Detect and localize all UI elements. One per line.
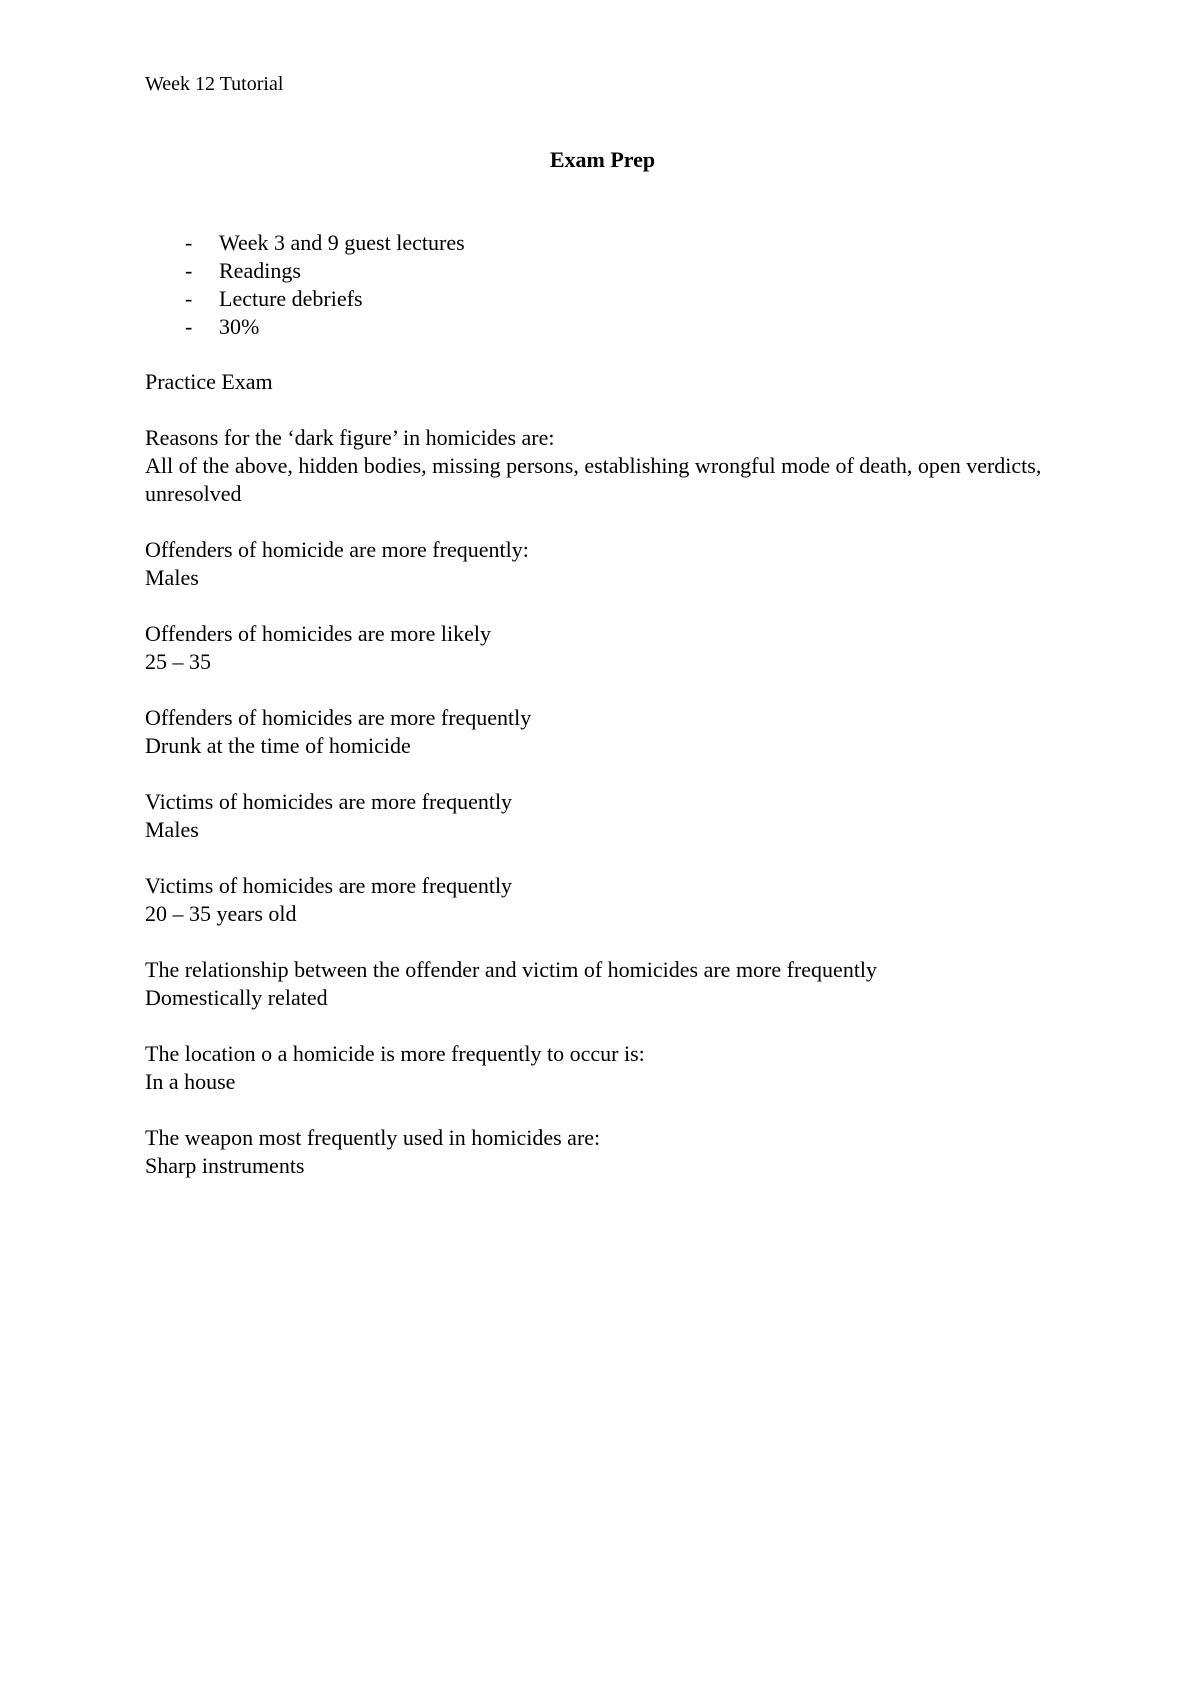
question-block: [145, 620, 1065, 676]
question-block: [145, 956, 1065, 1012]
answer-text: In a house: [145, 1069, 236, 1094]
question-block: [145, 1040, 1065, 1096]
list-item: [185, 285, 465, 313]
question-block: [145, 1124, 1065, 1180]
question-text: Offenders of homicides are more likely: [145, 621, 491, 646]
question-block: [145, 872, 1065, 928]
practice-exam-heading: Practice Exam: [145, 369, 273, 394]
answer-text: Males: [145, 817, 199, 842]
dash-bullet-icon: -: [185, 314, 193, 339]
question-text: The location o a homicide is more frequently to occur is:: [145, 1041, 645, 1066]
question-text: The relationship between the offender and victim of homicides are more frequently: [145, 957, 878, 982]
dash-bullet-icon: -: [185, 286, 193, 311]
topic-list: [185, 229, 465, 341]
question-text: Victims of homicides are more frequently: [145, 873, 513, 898]
list-item: [185, 229, 465, 257]
dash-bullet-icon: -: [185, 230, 193, 255]
question-block: [145, 424, 1065, 508]
answer-text: 25 – 35: [145, 649, 211, 674]
answer-text: 20 – 35 years old: [145, 901, 297, 926]
question-block: [145, 788, 1065, 844]
list-item-text: 30%: [219, 314, 260, 339]
list-item: [185, 313, 465, 341]
page-header: Week 12 Tutorial: [145, 73, 284, 95]
list-item: [185, 257, 465, 285]
exam-content: [145, 368, 1065, 1208]
list-item-text: Readings: [219, 258, 301, 283]
answer-text: Domestically related: [145, 985, 328, 1010]
answer-text: Males: [145, 565, 199, 590]
answer-text: Drunk at the time of homicide: [145, 733, 411, 758]
question-block: [145, 536, 1065, 592]
question-text: The weapon most frequently used in homicides are:: [145, 1125, 601, 1150]
question-text: Reasons for the ‘dark figure’ in homicides are:: [145, 425, 555, 450]
list-item-text: Week 3 and 9 guest lectures: [219, 230, 465, 255]
answer-text: Sharp instruments: [145, 1153, 305, 1178]
answer-text: All of the above, hidden bodies, missing persons, establishing wrongful mode of death, open verdicts, unresolved: [145, 453, 1042, 506]
question-block: [145, 704, 1065, 760]
question-text: Victims of homicides are more frequently: [145, 789, 513, 814]
document-title-row: [0, 145, 1200, 175]
list-item-text: Lecture debriefs: [219, 286, 363, 311]
document-title: Exam Prep: [549, 147, 656, 172]
question-text: Offenders of homicide are more frequently:: [145, 537, 529, 562]
question-text: Offenders of homicides are more frequently: [145, 705, 532, 730]
dash-bullet-icon: -: [185, 258, 193, 283]
